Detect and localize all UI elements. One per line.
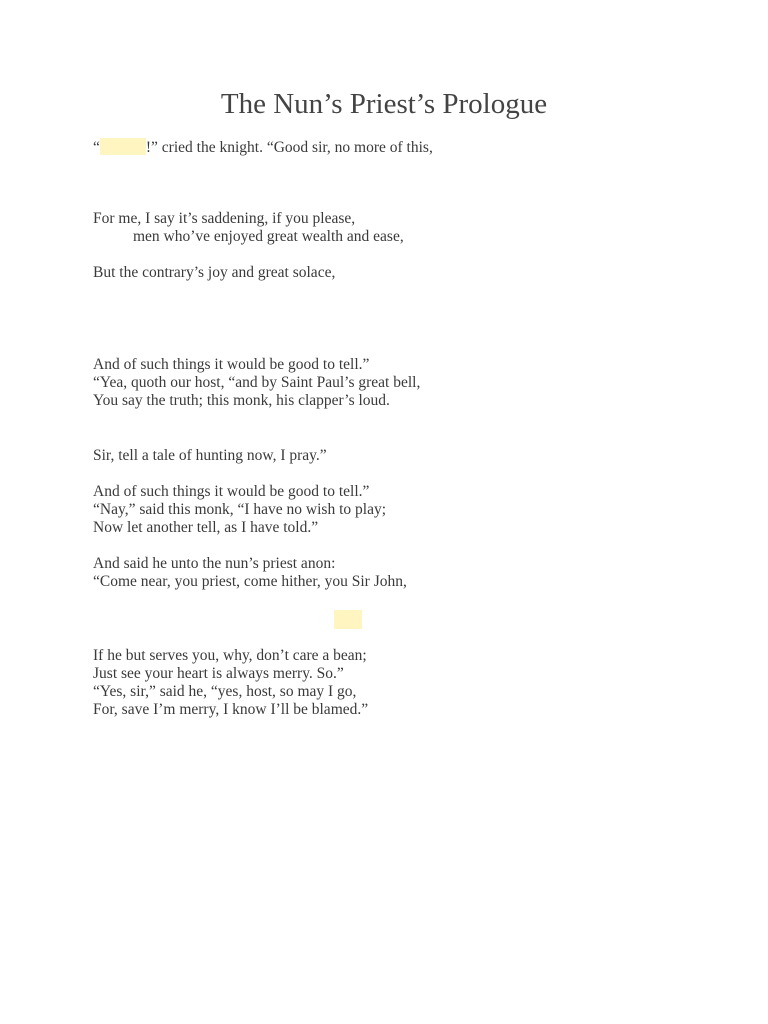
verse-line-6: “Yea, quoth our host, “and by Saint Paul’s great bell, bbox=[93, 374, 421, 391]
verse-line-13: “Come near, you priest, come hither, you Sir John, bbox=[93, 573, 407, 590]
verse-line-3: men who’ve enjoyed great wealth and ease, bbox=[133, 228, 404, 245]
verse-line-7: You say the truth; this monk, his clapper’s loud. bbox=[93, 392, 390, 409]
highlighted-blank bbox=[100, 138, 146, 155]
verse-line-5: And of such things it would be good to tell.” bbox=[93, 356, 370, 373]
verse-line-16: “Yes, sir,” said he, “yes, host, so may I go, bbox=[93, 683, 357, 700]
verse-line-11: Now let another tell, as I have told.” bbox=[93, 519, 319, 536]
page-title: The Nun’s Priest’s Prologue bbox=[220, 88, 548, 120]
verse-line-4: But the contrary’s joy and great solace, bbox=[93, 264, 336, 281]
highlighted-blank-2 bbox=[334, 610, 362, 629]
verse-line-2: For me, I say it’s saddening, if you please, bbox=[93, 210, 356, 227]
verse-line-17: For, save I’m merry, I know I’ll be blamed.” bbox=[93, 701, 369, 718]
verse-line-12: And said he unto the nun’s priest anon: bbox=[93, 555, 336, 572]
verse-line-15: Just see your heart is always merry. So.” bbox=[93, 665, 344, 682]
open-quote: “ bbox=[93, 139, 100, 156]
verse-line-1-text: !” cried the knight. “Good sir, no more of this, bbox=[145, 139, 433, 156]
verse-line-9: And of such things it would be good to tell.” bbox=[93, 483, 370, 500]
verse-line-10: “Nay,” said this monk, “I have no wish to play; bbox=[93, 501, 387, 518]
verse-line-14: If he but serves you, why, don’t care a bean; bbox=[93, 647, 367, 664]
verse-line-8: Sir, tell a tale of hunting now, I pray.” bbox=[93, 447, 327, 464]
verse-line-1 bbox=[93, 138, 433, 157]
